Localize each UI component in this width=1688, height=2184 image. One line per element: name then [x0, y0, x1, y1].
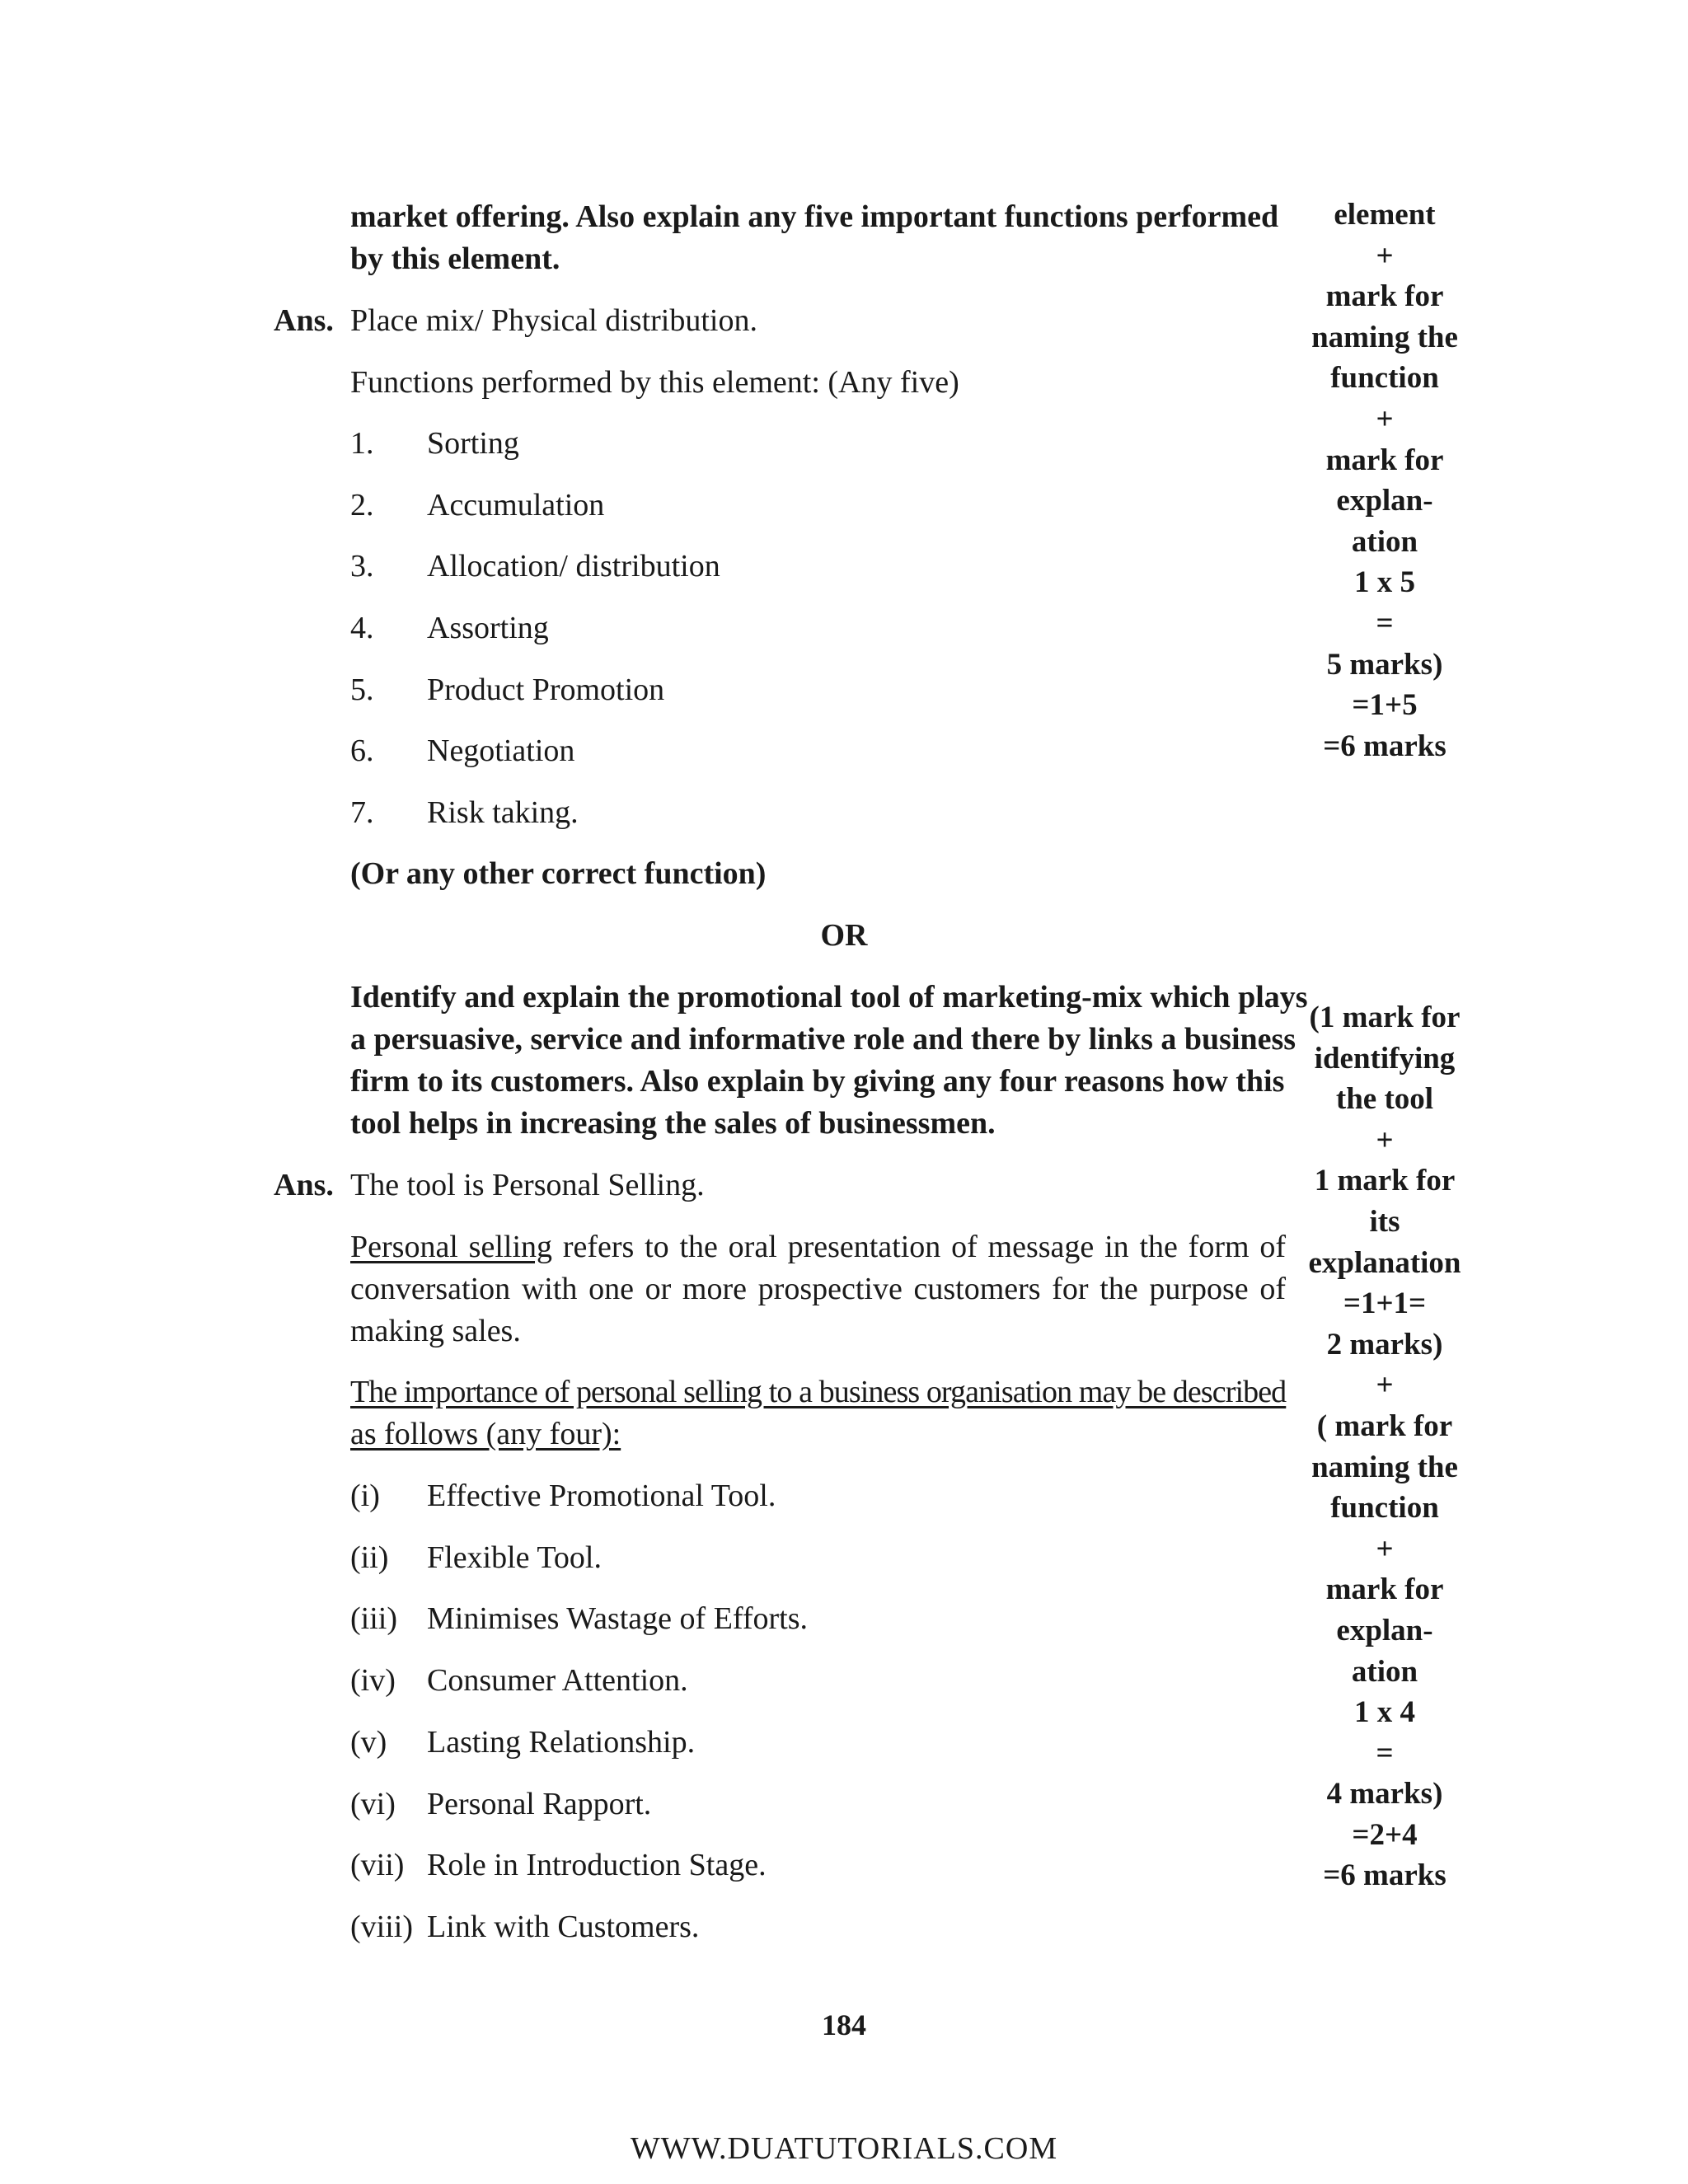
marking-line: identifying	[1314, 1041, 1456, 1076]
marking-line: =2+4	[1352, 1817, 1418, 1852]
reason-number: (ii)	[350, 1540, 389, 1575]
question-1-line-2: by this element.	[350, 241, 560, 276]
marking-line: element	[1334, 198, 1436, 232]
marking-line: function	[1330, 361, 1439, 396]
reason-number: (iii)	[350, 1601, 397, 1636]
question-2-line-2: a persuasive, service and informative role and there by links a business	[350, 1022, 1296, 1057]
answer-1-label: Ans.	[274, 303, 334, 338]
marking-line: ( mark for	[1316, 1408, 1453, 1443]
question-1-line-1: market offering. Also explain any five important functions performed	[350, 199, 1279, 234]
marking-line: ation	[1351, 1654, 1418, 1689]
function-item: Accumulation	[427, 488, 605, 523]
marking-line: =	[1376, 1736, 1394, 1770]
function-item: Allocation/ distribution	[427, 549, 720, 583]
reason-number: (viii)	[350, 1910, 413, 1944]
marking-line: the tool	[1335, 1082, 1434, 1117]
marking-line: +	[1376, 238, 1394, 273]
other-correct-function: (Or any other correct function)	[350, 856, 767, 891]
reason-number: (i)	[350, 1479, 380, 1513]
marking-line: 1 x 4	[1354, 1695, 1415, 1730]
marking-line: 2 marks)	[1326, 1327, 1443, 1361]
function-number: 1.	[350, 426, 374, 461]
marking-line: +	[1376, 401, 1394, 436]
reason-item: Minimises Wastage of Efforts.	[427, 1601, 809, 1636]
marking-line: mark for	[1325, 279, 1444, 314]
reason-number: (v)	[350, 1725, 387, 1760]
marking-line: explan-	[1336, 1613, 1433, 1647]
question-2-line-3: firm to its customers. Also explain by giving any four reasons how this	[350, 1064, 1285, 1099]
reason-item: Role in Introduction Stage.	[427, 1848, 767, 1882]
function-number: 3.	[350, 549, 374, 583]
reason-item: Flexible Tool.	[427, 1540, 602, 1575]
marking-line: 1 x 5	[1354, 565, 1415, 600]
reason-number: (iv)	[350, 1663, 396, 1698]
marking-line: =	[1376, 606, 1394, 640]
marking-line: ation	[1351, 524, 1418, 559]
website-footer: WWW.DUATUTORIALS.COM	[630, 2131, 1058, 2166]
importance-line-1: The importance of personal selling to a business organisation may be described	[350, 1375, 1287, 1409]
answer-2-text: The tool is Personal Selling.	[350, 1168, 705, 1202]
question-2-line-1: Identify and explain the promotional tool of marketing-mix which plays	[350, 980, 1308, 1015]
personal-selling-definition	[350, 1226, 1286, 1352]
function-item: Sorting	[427, 426, 519, 461]
reason-item: Consumer Attention.	[427, 1663, 688, 1698]
marking-line: 1 mark for	[1314, 1164, 1456, 1198]
answer-2-label: Ans.	[274, 1168, 334, 1202]
marking-line: 5 marks)	[1326, 647, 1443, 682]
definition-term: Personal selling	[350, 1230, 552, 1264]
marking-scheme-1	[1290, 194, 1479, 766]
marking-line: =6 marks	[1323, 1858, 1447, 1893]
marking-line: explan-	[1336, 484, 1433, 518]
function-item: Product Promotion	[427, 673, 665, 707]
page-number: 184	[822, 2008, 866, 2041]
reason-item: Personal Rapport.	[427, 1787, 652, 1821]
marking-line: (1 mark for	[1309, 1001, 1461, 1034]
marking-line: its	[1369, 1204, 1400, 1239]
function-number: 4.	[350, 611, 374, 645]
marking-line: =1+1=	[1343, 1286, 1427, 1321]
or-separator: OR	[820, 918, 868, 953]
function-number: 6.	[350, 733, 374, 768]
function-number: 2.	[350, 488, 374, 523]
answer-1-text: Place mix/ Physical distribution.	[350, 303, 757, 338]
marking-line: =6 marks	[1323, 729, 1447, 763]
question-2-line-4: tool helps in increasing the sales of businessmen.	[350, 1106, 996, 1141]
importance-line-2: as follows (any four):	[350, 1417, 621, 1451]
reason-item: Lasting Relationship.	[427, 1725, 696, 1760]
definition-body: refers to the oral presentation of message in the form of conversation with one or more prospective customers for the purpose of making sales.	[350, 1230, 1286, 1348]
marking-line: +	[1376, 1368, 1394, 1403]
reason-number: (vii)	[350, 1848, 405, 1882]
function-number: 7.	[350, 795, 374, 830]
marking-line: =1+5	[1352, 688, 1418, 723]
reason-item: Effective Promotional Tool.	[427, 1479, 776, 1513]
marking-line: mark for	[1325, 443, 1444, 477]
marking-line: 4 marks)	[1326, 1777, 1443, 1811]
marking-line: +	[1376, 1531, 1394, 1566]
marking-line: naming the	[1311, 1450, 1458, 1484]
function-item: Negotiation	[427, 733, 575, 768]
marking-scheme-2	[1290, 997, 1479, 1896]
marking-line: naming the	[1311, 320, 1458, 354]
functions-intro: Functions performed by this element: (Any five)	[350, 365, 959, 400]
reason-number: (vi)	[350, 1787, 396, 1821]
marking-line: +	[1376, 1122, 1394, 1157]
marking-line: function	[1330, 1491, 1439, 1526]
function-number: 5.	[350, 673, 374, 707]
function-item: Risk taking.	[427, 795, 579, 830]
reason-item: Link with Customers.	[427, 1910, 700, 1944]
marking-line: mark for	[1325, 1572, 1444, 1607]
marking-line: explanation	[1308, 1245, 1461, 1280]
function-item: Assorting	[427, 611, 549, 645]
